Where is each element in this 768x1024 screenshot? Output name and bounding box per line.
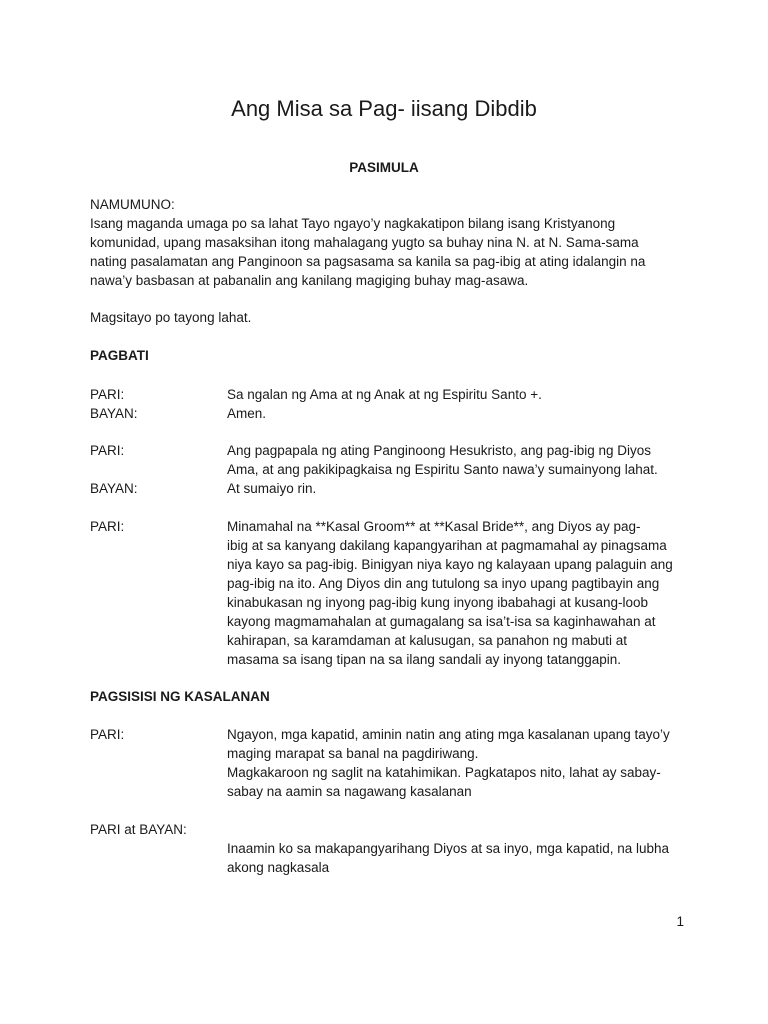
speaker-label: PARI: (90, 387, 125, 402)
dialogue-line: niya kayo sa pag-ibig. Binigyan niya kayo ng kalayaan upang palaguin ang (227, 557, 673, 572)
dialogue-line: kahirapan, sa karamdaman at kalusugan, sa panahon ng mabuti at (227, 633, 628, 648)
dialogue-line: pag-ibig na ito. Ang Diyos din ang tutulong sa inyo upang pagtibayin ang (227, 576, 660, 591)
dialogue-text (227, 725, 687, 801)
namumuno-block (90, 195, 680, 290)
namumuno-label: NAMUMUNO: (90, 197, 175, 212)
section-heading-pagbati: PAGBATI (90, 348, 149, 363)
speaker-label: PARI: (90, 727, 125, 742)
dialogue-text (227, 517, 687, 669)
dialogue-line: kayong magmamahalan at gumagalang sa isa’t-isa sa kaginhawahan at (227, 614, 656, 629)
dialogue-line: Ngayon, mga kapatid, aminin natin ang ating mga kasalanan upang tayo’y (227, 727, 670, 742)
dialogue-line: ibig at sa kanyang dakilang kapangyarihan at pagmamahal ay pinagsama (227, 538, 667, 553)
dialogue-text: At sumaiyo rin. (227, 481, 317, 496)
dialogue-row (90, 725, 690, 805)
dialogue-row (90, 404, 690, 424)
dialogue-line: kinabukasan ng inyong pag-ibig kung inyong ibabahagi at kusang-loob (227, 595, 649, 610)
dialogue-line: Magkakaroon ng saglit na katahimikan. Pagkatapos nito, lahat ay sabay- (227, 765, 661, 780)
namumuno-line: Isang maganda umaga po sa lahat Tayo ngayo’y nagkakatipon bilang isang Kristyanong (90, 216, 616, 231)
namumuno-line: nawa’y basbasan at pabanalin ang kanilang magiging buhay mag-asawa. (90, 273, 529, 288)
speaker-label: BAYAN: (90, 406, 138, 421)
dialogue-text: Sa ngalan ng Ama at ng Anak at ng Espiritu Santo +. (227, 387, 542, 402)
dialogue-line: Inaamin ko sa makapangyarihang Diyos at sa inyo, mga kapatid, na lubha (227, 841, 670, 856)
namumuno-line: komunidad, upang masaksihan itong mahalagang yugto sa buhay nina N. at N. Sama-sama (90, 235, 639, 250)
page-number: 1 (676, 914, 684, 929)
dialogue-line: Ang pagpapala ng ating Panginoong Hesukristo, ang pag-ibig ng Diyos (227, 443, 652, 458)
document-title: Ang Misa sa Pag- iisang Dibdib (231, 96, 537, 121)
section-heading-pagsisisi: PAGSISISI NG KASALANAN (90, 689, 270, 704)
dialogue-text (227, 441, 687, 479)
dialogue-line: Minamahal na **Kasal Groom** at **Kasal Bride**, ang Diyos ay pag- (227, 519, 641, 534)
dialogue-line: akong nagkasala (227, 860, 330, 875)
dialogue-line: masama sa isang tipan na sa ilang sandali ay inyong tatanggapin. (227, 652, 622, 667)
dialogue-line: Ama, at ang pakikipagkaisa ng Espiritu Santo nawa’y sumainyong lahat. (227, 462, 658, 477)
dialogue-text (227, 839, 687, 877)
dialogue-row (90, 441, 690, 481)
dialogue-row (90, 517, 690, 677)
speaker-label: PARI: (90, 519, 125, 534)
speaker-label: PARI at BAYAN: (90, 822, 187, 837)
dialogue-line: sabay na aamin sa nagawang kasalanan (227, 784, 472, 799)
dialogue-row (90, 839, 690, 879)
speaker-label: PARI: (90, 443, 125, 458)
dialogue-row (90, 479, 690, 499)
magsitayo-text: Magsitayo po tayong lahat. (90, 310, 252, 325)
dialogue-line: maging marapat sa banal na pagdiriwang. (227, 746, 479, 761)
section-heading-pasimula: PASIMULA (349, 160, 419, 175)
dialogue-text: Amen. (227, 406, 267, 421)
speaker-label: BAYAN: (90, 481, 138, 496)
namumuno-line: nating pasalamatan ang Panginoon sa pagsasama sa kanila sa pag-ibig at ating idalangin na (90, 254, 646, 269)
